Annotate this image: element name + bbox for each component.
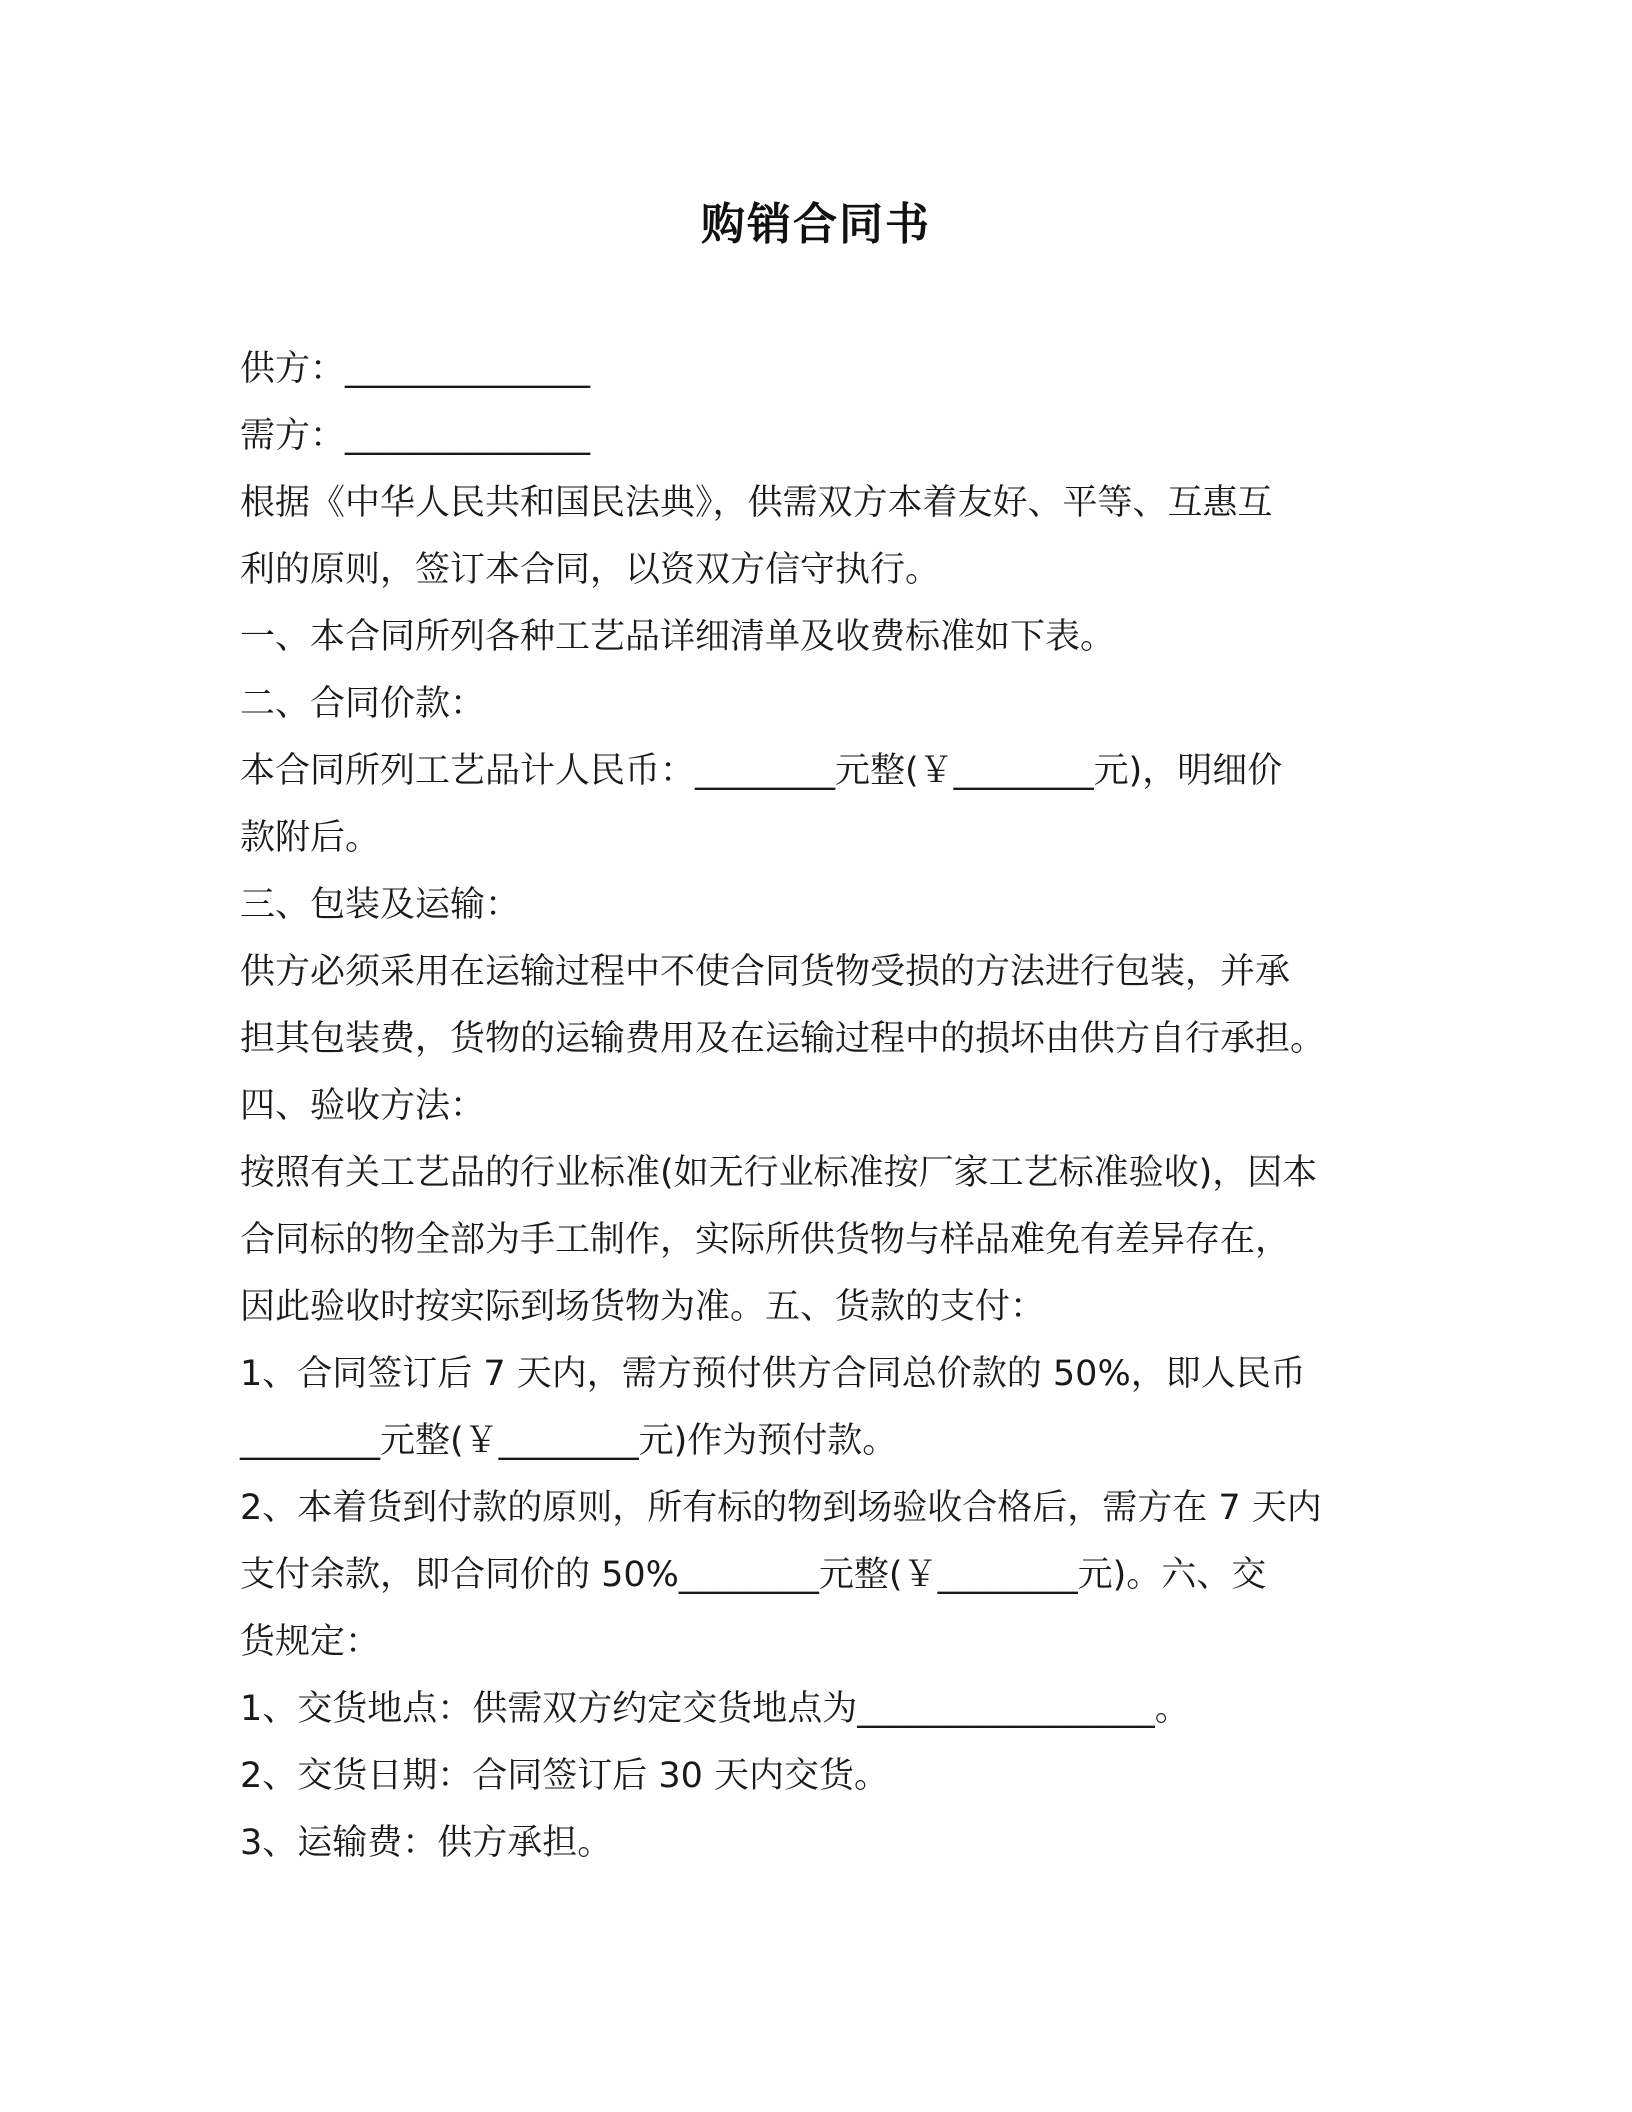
document-title: 购销合同书 <box>701 199 931 250</box>
supplier-line: 供方：______________ <box>240 349 591 389</box>
clause-6-heading: 货规定： <box>240 1622 381 1662</box>
transport-fee: 3、运输费：供方承担。 <box>240 1823 613 1863</box>
clause-4-heading: 四、验收方法： <box>240 1086 486 1126</box>
clause-2-heading: 二、合同价款： <box>240 684 486 724</box>
clause-3-heading: 三、包装及运输： <box>240 885 521 925</box>
buyer-line: 需方：______________ <box>240 416 591 456</box>
payment-item-2-line-2: 支付余款，即合同价的 50%________元整(￥________元)。六、交 <box>240 1555 1267 1595</box>
payment-item-1-line-1: 1、合同签订后 7 天内，需方预付供方合同总价款的 50%，即人民币 <box>240 1354 1306 1394</box>
preamble-line-2: 利的原则，签订本合同，以资双方信守执行。 <box>240 550 941 590</box>
clause-4-text-2: 合同标的物全部为手工制作，实际所供货物与样品难免有差异存在， <box>240 1220 1291 1260</box>
clause-3-text-1: 供方必须采用在运输过程中不使合同货物受损的方法进行包装，并承 <box>240 952 1291 992</box>
clause-4-text-3: 因此验收时按实际到场货物为准。五、货款的支付： <box>240 1287 1046 1327</box>
preamble-line-1: 根据《中华人民共和国民法典》，供需双方本着友好、平等、互惠互 <box>240 483 1273 523</box>
clause-2-text-2: 款附后。 <box>240 818 381 858</box>
payment-item-1-line-2: ________元整(￥________元)作为预付款。 <box>240 1421 898 1461</box>
clause-1: 一、本合同所列各种工艺品详细清单及收费标准如下表。 <box>240 617 1116 657</box>
payment-item-2-line-1: 2、本着货到付款的原则，所有标的物到场验收合格后，需方在 7 天内 <box>240 1488 1322 1528</box>
clause-4-text-1: 按照有关工艺品的行业标准(如无行业标准按厂家工艺标准验收)，因本 <box>240 1153 1318 1193</box>
clause-3-text-2: 担其包装费，货物的运输费用及在运输过程中的损坏由供方自行承担。 <box>240 1019 1326 1059</box>
clause-2-text-1: 本合同所列工艺品计人民币：________元整(￥________元)，明细价 <box>240 751 1283 791</box>
contract-body <box>240 336 1400 1877</box>
delivery-date: 2、交货日期：合同签订后 30 天内交货。 <box>240 1756 890 1796</box>
delivery-location: 1、交货地点：供需双方约定交货地点为_________________。 <box>240 1689 1190 1729</box>
